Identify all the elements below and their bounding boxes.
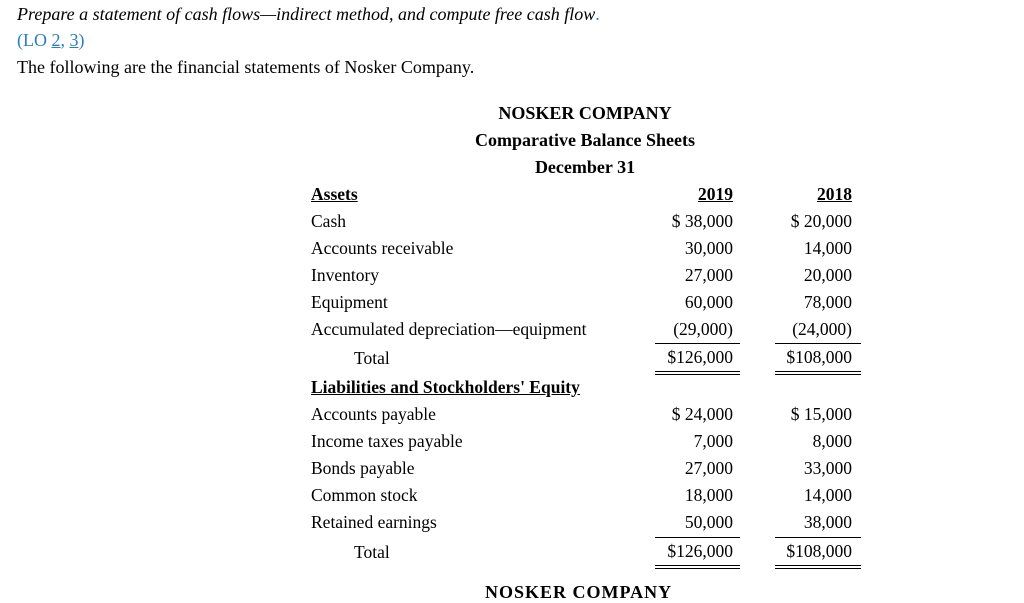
- liabilities-heading: Liabilities and Stockholders' Equity: [311, 377, 580, 397]
- value-2019: $ 24,000: [671, 404, 733, 424]
- lo-close: ): [78, 30, 85, 50]
- value-2019: 27,000: [684, 265, 733, 285]
- statement-title: Comparative Balance Sheets: [475, 130, 695, 150]
- problem-prompt: [17, 4, 600, 25]
- total-double-rule-2019: [655, 565, 740, 569]
- liab-total-2018: $108,000: [786, 541, 852, 561]
- lo-open: (LO: [17, 30, 52, 50]
- row-label: Retained earnings: [311, 512, 437, 532]
- row-label: Income taxes payable: [311, 431, 463, 451]
- subtotal-rule-2018: [775, 343, 861, 344]
- value-2018: 33,000: [803, 458, 852, 478]
- value-2018: 14,000: [803, 485, 852, 505]
- assets-heading: Assets: [311, 184, 358, 204]
- value-2018: $ 20,000: [790, 211, 852, 231]
- value-2019: $ 38,000: [671, 211, 733, 231]
- lo-sep: ,: [60, 30, 70, 50]
- row-label: Equipment: [311, 292, 388, 312]
- value-2018: (24,000): [792, 319, 852, 339]
- value-2018: 8,000: [812, 431, 852, 451]
- value-2019: 27,000: [684, 458, 733, 478]
- next-statement-heading-cut: NOSKER COMPANY: [485, 582, 673, 602]
- lo-link-3[interactable]: 3: [69, 30, 79, 50]
- value-2019: (29,000): [673, 319, 733, 339]
- subtotal-rule-2019: [655, 343, 740, 344]
- subtotal-rule-2019: [655, 537, 740, 538]
- assets-total-2019: $126,000: [667, 347, 733, 367]
- intro-text: The following are the financial statements of Nosker Company.: [17, 57, 475, 77]
- liab-total-2019: $126,000: [667, 541, 733, 561]
- prompt-dot: .: [595, 4, 600, 24]
- value-2018: $ 15,000: [790, 404, 852, 424]
- value-2018: 20,000: [803, 265, 852, 285]
- assets-total-2018: $108,000: [786, 347, 852, 367]
- value-2018: 14,000: [803, 238, 852, 258]
- value-2019: 60,000: [684, 292, 733, 312]
- value-2019: 7,000: [693, 431, 733, 451]
- row-label: Common stock: [311, 485, 418, 505]
- value-2018: 38,000: [803, 512, 852, 532]
- value-2019: 18,000: [684, 485, 733, 505]
- row-label: Accumulated depreciation—equipment: [311, 319, 587, 339]
- total-double-rule-2018: [775, 371, 861, 375]
- liab-total-label: Total: [354, 542, 390, 562]
- subtotal-rule-2018: [775, 537, 861, 538]
- company-name: NOSKER COMPANY: [498, 103, 672, 123]
- column-header-2018: 2018: [817, 184, 852, 204]
- row-label: Bonds payable: [311, 458, 415, 478]
- prompt-text: Prepare a statement of cash flows—indirect method, and compute free cash flow: [17, 4, 596, 24]
- column-header-2019: 2019: [698, 184, 733, 204]
- row-label: Inventory: [311, 265, 380, 285]
- lo-link-2[interactable]: 2: [51, 30, 61, 50]
- value-2018: 78,000: [803, 292, 852, 312]
- learning-objectives: [17, 30, 85, 51]
- row-label: Accounts payable: [311, 404, 436, 424]
- total-double-rule-2019: [655, 371, 740, 375]
- row-label: Cash: [311, 211, 346, 231]
- value-2019: 50,000: [684, 512, 733, 532]
- value-2019: 30,000: [684, 238, 733, 258]
- assets-total-label: Total: [354, 348, 390, 368]
- row-label: Accounts receivable: [311, 238, 454, 258]
- statement-date: December 31: [534, 157, 636, 177]
- total-double-rule-2018: [775, 565, 861, 569]
